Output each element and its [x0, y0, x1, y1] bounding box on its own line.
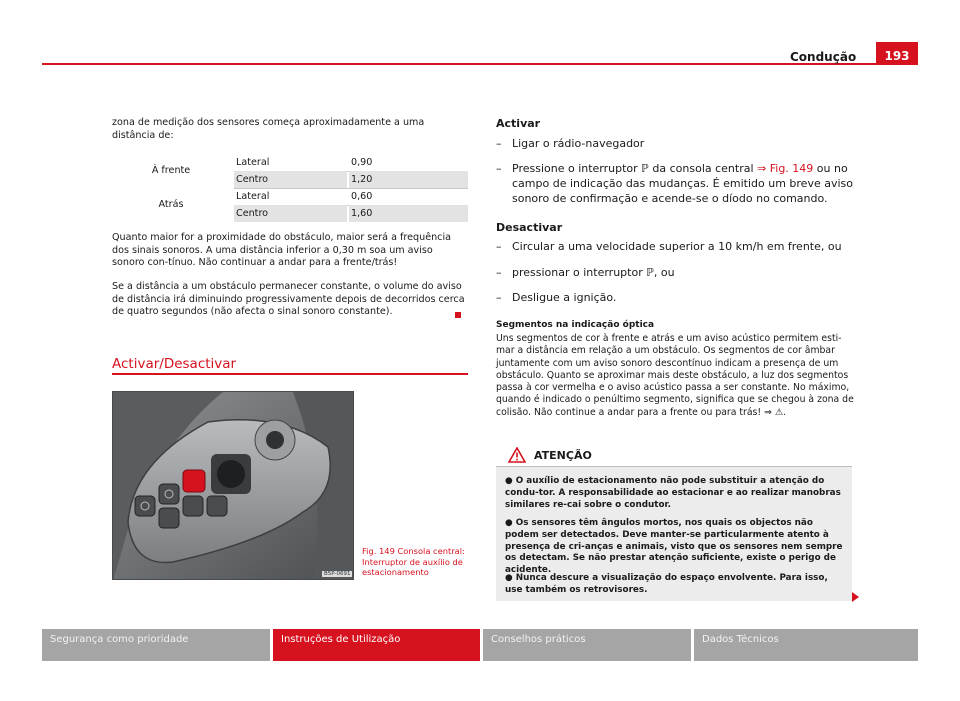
- console-illustration: [113, 392, 354, 580]
- table-cell-direction: À frente: [151, 165, 191, 176]
- table-cell-direction: Atrás: [158, 199, 184, 210]
- list-item-text: Circular a uma velocidade superior a 10 km/h em frente, ou: [512, 240, 842, 253]
- section-rule: [112, 373, 468, 375]
- table-cell-side: Lateral: [236, 157, 270, 168]
- figure-link[interactable]: ⇒ Fig. 149: [757, 162, 814, 175]
- table-cell-side: Lateral: [236, 191, 270, 202]
- segments-title: Segmentos na indicação óptica: [496, 320, 655, 330]
- table-cell-value: 0,90: [351, 157, 373, 168]
- section-end-marker: [455, 312, 461, 318]
- desactivar-heading: Desactivar: [496, 221, 563, 234]
- warning-item-text: O auxílio de estacionamento não pode substituir a atenção do condu-tor. A responsabilidade ao estacionar e ao realizar manobras similares re-cai sobre o condutor.: [505, 476, 841, 510]
- intro-paragraph: zona de medição dos sensores começa aproximadamente a uma distância de:: [112, 117, 425, 141]
- tab-seguranca[interactable]: [42, 629, 270, 661]
- warning-item: ● Os sensores têm ângulos mortos, nos quais os objectos não podem ser detectados. Deve manter-se particularmente atento à presença de cri-anças e animais, visto que os sensores nem sempre os detectam. Se não prestar atenção suficiente, existe o perigo de acidente.: [505, 518, 843, 576]
- figure-code: B5P-0691: [324, 571, 351, 577]
- chapter-title: Condução: [790, 50, 857, 64]
- list-item-text: Desligue a ignição.: [512, 291, 617, 304]
- dash-bullet: –: [496, 291, 502, 304]
- tab-dados[interactable]: [694, 629, 918, 661]
- table-cell-side: Centro: [234, 171, 347, 188]
- table-row: [112, 188, 468, 210]
- tab-label: Conselhos práticos: [491, 634, 586, 645]
- warning-triangle-icon: [508, 447, 526, 463]
- warning-item-text: Nunca descure a visualização do espaço envolvente. Para isso, use também os retrovisores.: [505, 573, 828, 595]
- page-number: 193: [884, 49, 910, 63]
- dash-bullet: –: [496, 240, 502, 253]
- warning-box: [496, 441, 852, 601]
- warning-header: [496, 441, 852, 467]
- volume-paragraph: Se a distância a um obstáculo permanecer constante, o volume do aviso de distância irá diminuindo progressivamente depois de decorridos cerca de quatro segundos (não afecta o sinal sonoro constante).: [112, 281, 465, 317]
- tab-instrucoes[interactable]: [273, 629, 480, 661]
- list-item-text-post: ou no campo de indicação das mudanças. É emitido um breve aviso sonoro de confirmação e acende-se o díodo no comando.: [512, 162, 853, 205]
- warning-item-text: Os sensores têm ângulos mortos, nos quais os objectos não podem ser detectados. Deve manter-se particularmente atento à presença de cri-anças e animais, visto que os sensores nem sempre os detectam. Se não prestar atenção suficiente, existe o perigo de acidente.: [505, 518, 843, 576]
- dash-bullet: –: [496, 137, 502, 150]
- console-figure-image: [112, 391, 354, 580]
- tab-label: Instruções de Utilização: [281, 634, 401, 645]
- table-cell-value: 1,20: [349, 171, 468, 188]
- tab-conselhos[interactable]: [483, 629, 691, 661]
- proximity-paragraph: Quanto maior for a proximidade do obstáculo, maior será a frequência dos sinais sonoros. A uma distância inferior a 0,30 m soa um aviso sonoro con-tínuo. Não continuar a andar para a frente/trás!: [112, 232, 451, 268]
- tab-label: Dados Técnicos: [702, 634, 779, 645]
- dash-bullet: –: [496, 162, 502, 175]
- warning-item: ● Nunca descure a visualização do espaço envolvente. Para isso, use também os retrovisores.: [505, 573, 828, 595]
- table-cell-value: 1,60: [349, 205, 468, 222]
- list-item-text: pressionar o interruptor ℙ, ou: [512, 266, 675, 279]
- dash-bullet: –: [496, 266, 502, 279]
- table-cell-side: Centro: [234, 205, 347, 222]
- table-row: [112, 171, 468, 188]
- list-item-text: Ligar o rádio-navegador: [512, 137, 645, 150]
- list-item-text-pre: Pressione o interruptor ℙ da consola central: [512, 162, 758, 175]
- header-rule: [42, 63, 918, 65]
- table-row: [112, 154, 468, 176]
- section-title: Activar/Desactivar: [112, 356, 237, 372]
- page-number-box: [876, 42, 918, 65]
- list-item-text: [512, 161, 854, 206]
- list-item: [496, 161, 856, 209]
- table-row: [112, 205, 468, 222]
- footer-nav: [42, 629, 918, 661]
- activar-heading: Activar: [496, 117, 541, 130]
- segments-paragraph: Uns segmentos de cor à frente e atrás e um aviso acústico permitem esti-mar a distância em relação a um obstáculo. Os segmentos de cor âmbar juntamente com um aviso sonoro descontínuo indicam a presença de um obstáculo. Quanto se aproximar mais deste obstáculo, a luz dos segmentos passa à cor vermelha e o aviso acústico passa a ser constante. No máximo, quando é indicado o penúltimo segmento, significa que se chegou à zona de colisão. Não continue a andar para a frente ou para trás! ⇒ ⚠.: [496, 333, 854, 418]
- warning-item: ● O auxílio de estacionamento não pode substituir a atenção do condu-tor. A responsabilidade ao estacionar e ao realizar manobras similares re-cai sobre o condutor.: [505, 476, 841, 510]
- tab-label: Segurança como prioridade: [50, 634, 189, 645]
- warning-title: ATENÇÃO: [534, 449, 592, 462]
- figure-caption: Fig. 149 Consola central: Interruptor de auxílio de estacionamento: [362, 546, 465, 577]
- table-cell-value: 0,60: [351, 191, 373, 202]
- continue-arrow-icon: [852, 592, 859, 602]
